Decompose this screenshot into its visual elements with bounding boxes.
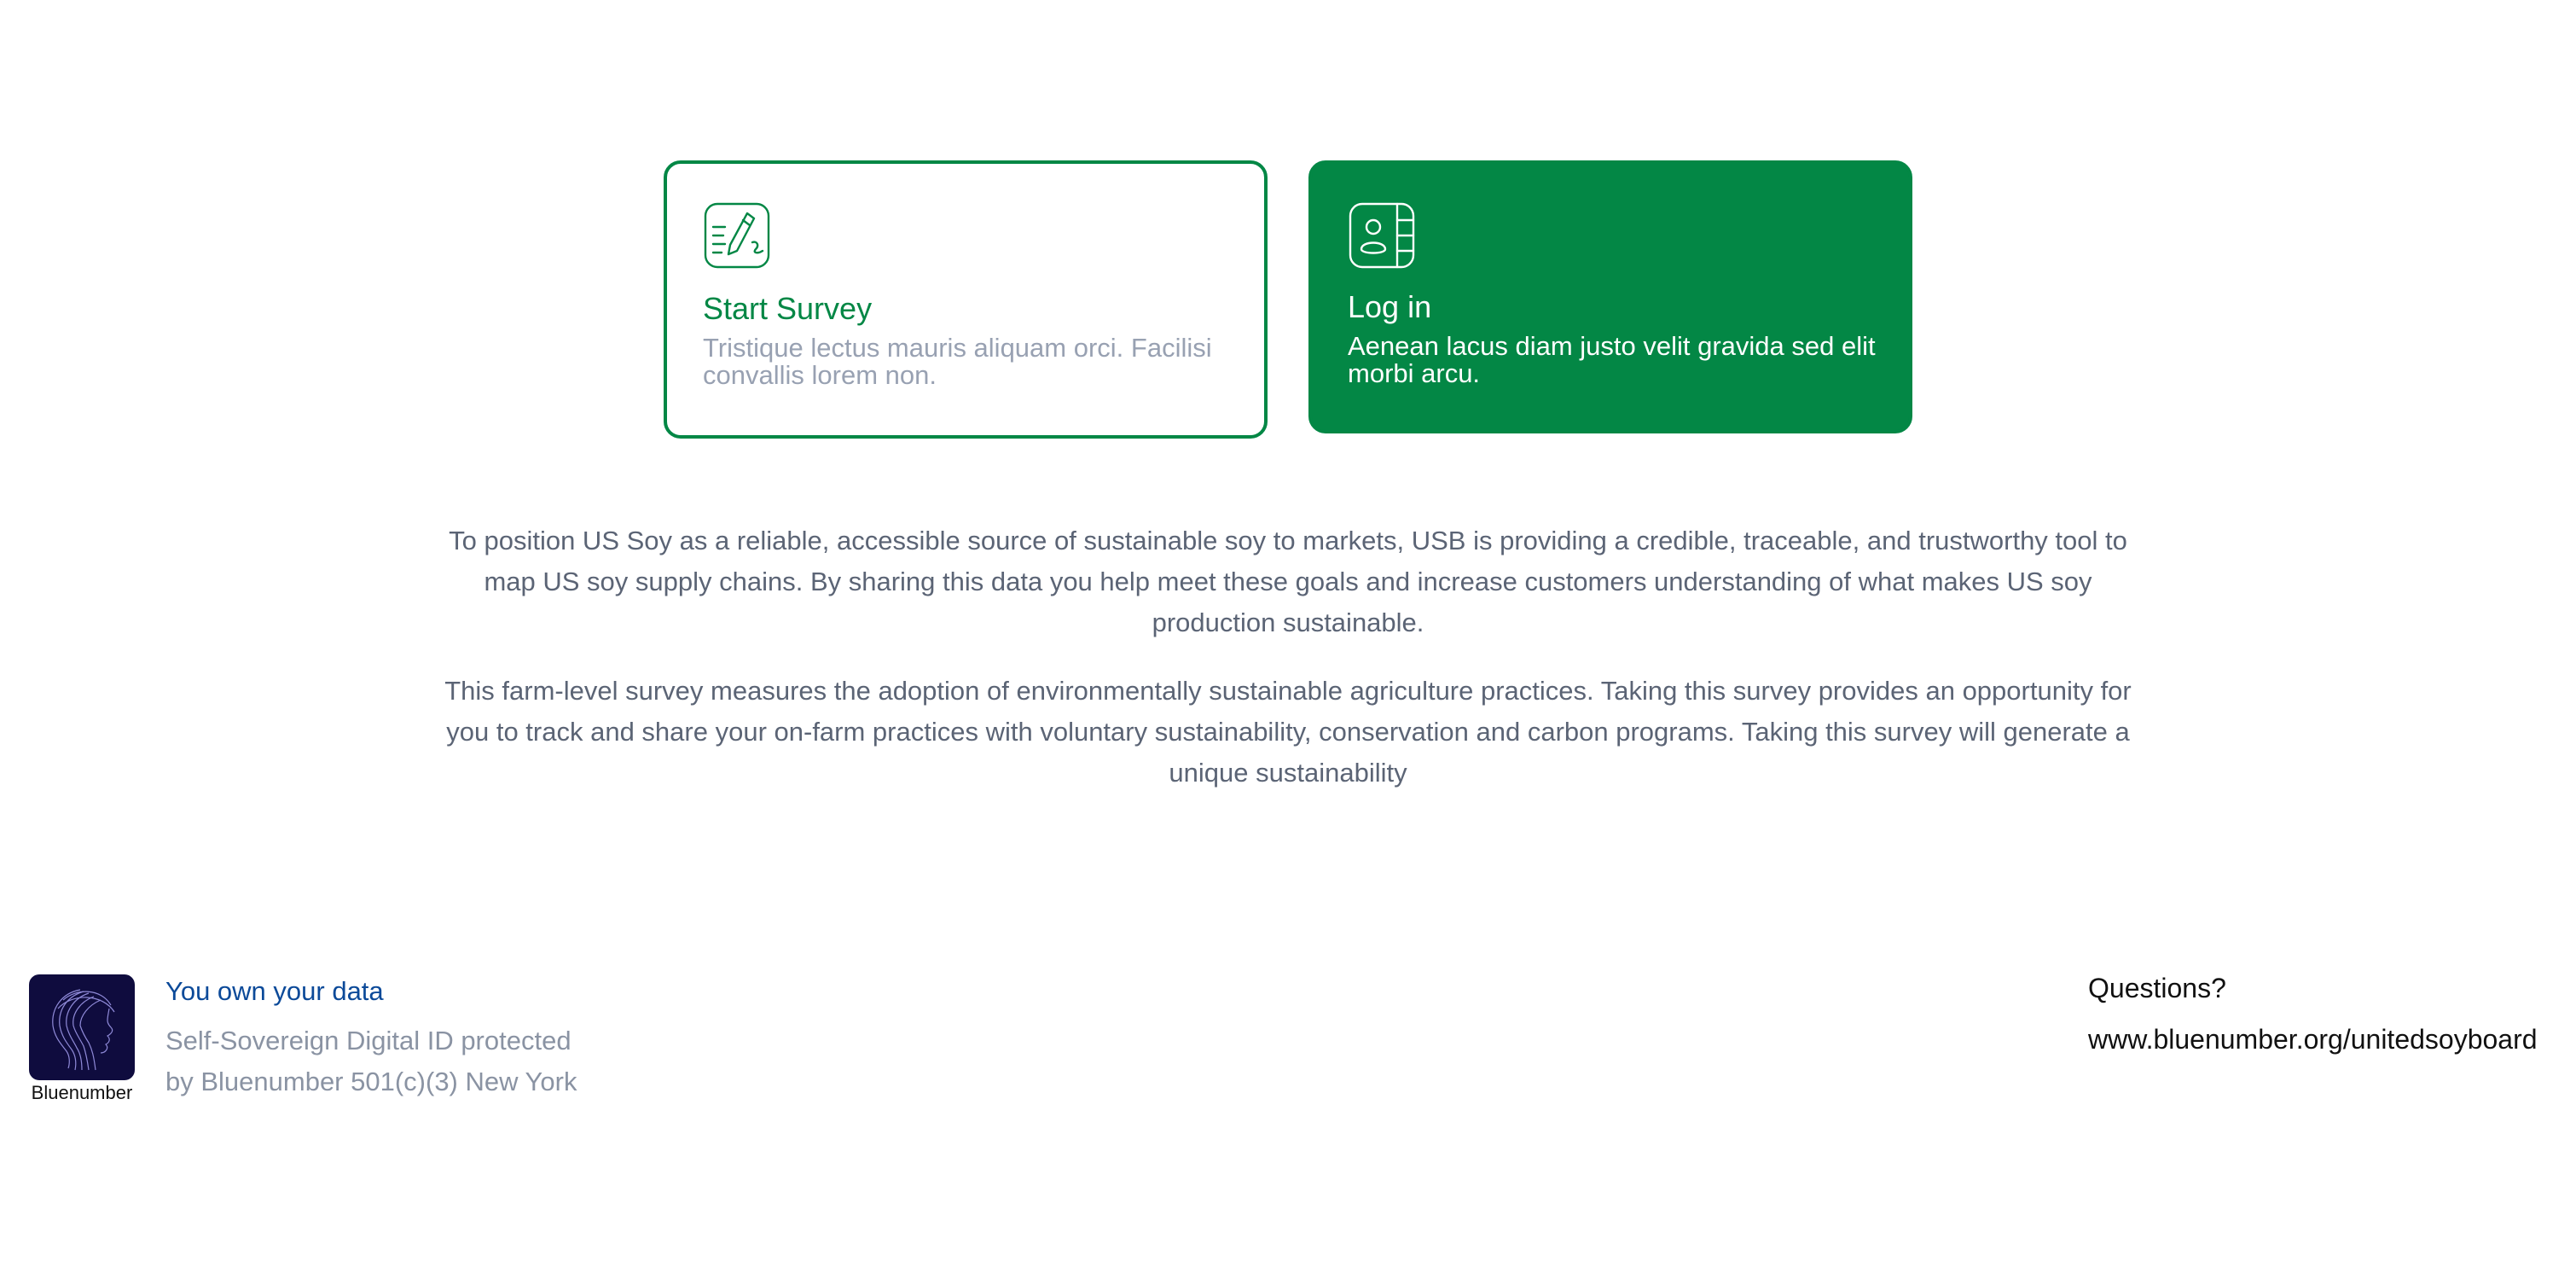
- contact-book-icon: [1348, 201, 1416, 270]
- intro-paragraph-1: To position US Soy as a reliable, accessible source of sustainable soy to markets, USB is providing a credible, traceable, and trustworthy tool to map US soy supply chains. By sharing this data you help meet these goals and increase customers understanding of what makes US soy production sustainable.: [449, 526, 2127, 637]
- footer-brand: [29, 974, 577, 1104]
- pencil-notepad-icon: [703, 201, 771, 270]
- bluenumber-logo-label: Bluenumber: [31, 1082, 133, 1103]
- action-cards: [664, 160, 1912, 439]
- brand-subtitle-line-2: by Bluenumber 501(c)(3) New York: [165, 1067, 577, 1096]
- login-description: Aenean lacus diam justo velit gravida sed elit morbi arcu.: [1348, 331, 1876, 388]
- questions-section: [2088, 971, 2538, 1056]
- login-title: Log in: [1348, 289, 1432, 324]
- brand-text: [165, 974, 577, 1102]
- start-survey-description: Tristique lectus mauris aliquam orci. Facilisi convallis lorem non.: [703, 333, 1212, 390]
- login-card[interactable]: [1308, 160, 1912, 433]
- bluenumber-logo: [29, 974, 135, 1104]
- intro-paragraph-2: This farm-level survey measures the adoption of environmentally sustainable agriculture practices. Taking this survey provides an opportunity for you to track and share your on-farm practices with voluntary sustainability, conservation and carbon programs. Taking this survey will generate a unique sustainability: [444, 676, 2132, 788]
- start-survey-card[interactable]: [664, 160, 1268, 439]
- questions-link[interactable]: www.bluenumber.org/unitedsoyboard: [2088, 1024, 2538, 1055]
- questions-title: Questions?: [2088, 973, 2226, 1003]
- brand-subtitle-line-1: Self-Sovereign Digital ID protected: [165, 1026, 571, 1055]
- intro-text: [426, 520, 2150, 821]
- brand-subtitle: [165, 1020, 577, 1102]
- start-survey-title: Start Survey: [703, 291, 873, 326]
- bluenumber-logo-icon: [29, 974, 135, 1080]
- brand-title: You own your data: [165, 976, 384, 1006]
